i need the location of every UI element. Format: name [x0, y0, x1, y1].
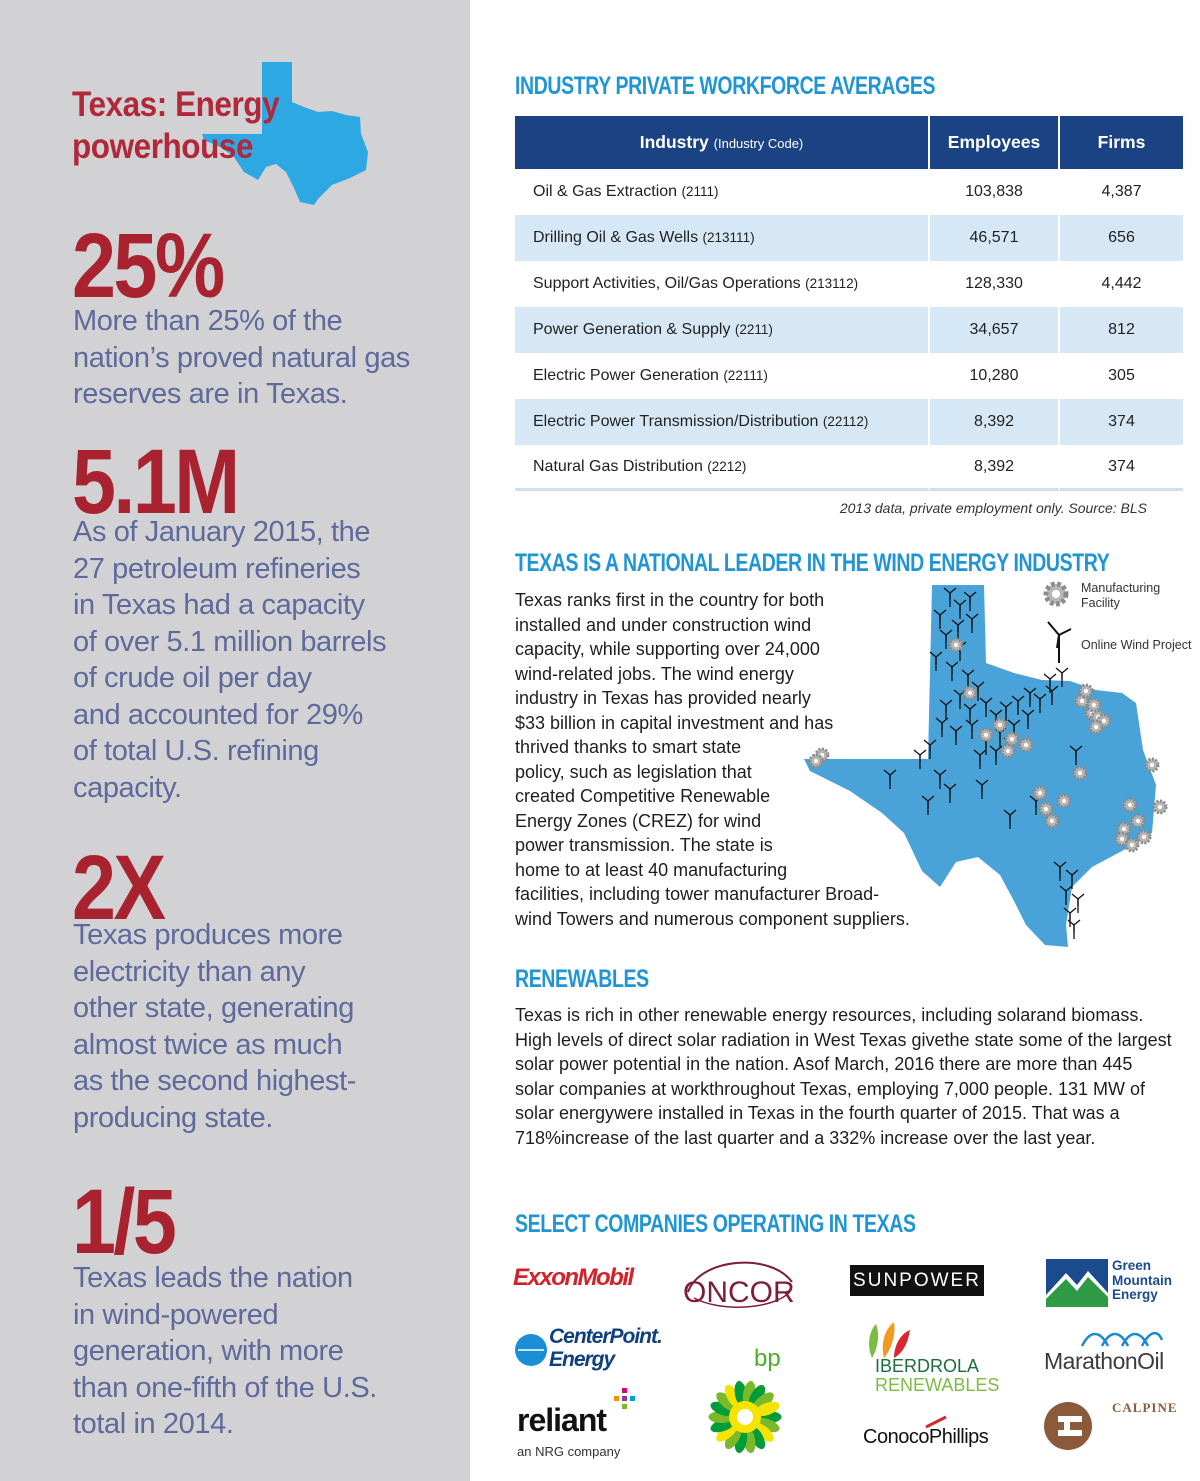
industry-name: Drilling Oil & Gas Wells — [533, 229, 699, 246]
stat-number: 25% — [72, 215, 223, 317]
stat-line: almost twice as much — [73, 1028, 343, 1061]
manufacturing-gear-marker — [1034, 787, 1046, 799]
manufacturing-gear-marker — [994, 719, 1006, 731]
legend-manufacturing-line-1: Manufacturing — [1081, 581, 1161, 595]
reliant-logo: reliant — [517, 1402, 607, 1438]
column-header-industry — [515, 116, 930, 169]
industry-name: Electric Power Transmission/Distribution — [533, 413, 819, 430]
iberdrola-leaves-icon — [864, 1320, 912, 1360]
stat-line: Texas leads the nation — [73, 1262, 353, 1294]
industry-code: (22112) — [822, 414, 869, 429]
manufacturing-gear-marker — [1088, 699, 1100, 711]
table-row — [515, 169, 1183, 215]
industry-code: (213112) — [805, 276, 859, 291]
industry-code: (2111) — [681, 184, 719, 199]
paragraph-line: Energy Zones (CREZ) for wind — [515, 810, 762, 831]
stat-number: 2X — [72, 837, 164, 939]
industry-cell — [515, 261, 930, 307]
stat-line: total in 2014. — [73, 1408, 234, 1440]
manufacturing-gear-marker — [1138, 831, 1150, 843]
manufacturing-gear-marker — [1046, 815, 1058, 827]
stat-line: reserves are in Texas. — [73, 378, 348, 410]
sunpower-logo: SUNPOWER — [850, 1265, 984, 1296]
industry-name: Oil & Gas Extraction — [533, 183, 678, 200]
centerpoint-line-2: Energy — [549, 1348, 615, 1371]
wind-turbine-icon — [1044, 617, 1074, 663]
paragraph-line: increase of the last quarter and a 332% increase over the last year. — [561, 1127, 1096, 1148]
wind-heading: TEXAS IS A NATIONAL LEADER IN THE WIND ENERGY INDUSTRY — [515, 549, 1110, 577]
employees-cell: 103,838 — [930, 169, 1060, 215]
paragraph-line: home to at least 40 manufacturing — [515, 859, 788, 880]
legend-manufacturing — [1081, 581, 1160, 611]
iberdrola-line-2: RENEWABLES — [875, 1375, 1000, 1395]
oncor-logo: ONCOR — [683, 1276, 795, 1309]
industry-code: (2212) — [707, 458, 747, 474]
renewables-heading: RENEWABLES — [515, 965, 649, 993]
iberdrola-logo — [875, 1357, 999, 1395]
table-row — [515, 307, 1183, 353]
paragraph-line: wind Towers and numerous component suppliers. — [515, 908, 910, 929]
firms-cell: 4,442 — [1101, 275, 1142, 292]
industry-name: Electric Power Generation — [533, 367, 719, 384]
stat-number: 5.1M — [72, 431, 238, 533]
stat-line: capacity. — [73, 771, 182, 804]
employees-cell: 8,392 — [930, 399, 1060, 445]
industry-name: Natural Gas Distribution — [533, 457, 703, 475]
stat-line: As of January 2015, the — [73, 516, 371, 548]
firms-cell: 374 — [1060, 399, 1183, 445]
stat-line: 27 petroleum refineries — [73, 552, 361, 585]
stat-description — [73, 1260, 413, 1443]
paragraph-line: facilities, including tower manufacturer Broad- — [515, 884, 880, 904]
manufacturing-gear-marker — [1154, 801, 1166, 813]
green-mountain-logo — [1112, 1259, 1172, 1303]
employees-cell: 128,330 — [930, 261, 1060, 307]
stat-line: other state, generating — [73, 992, 354, 1024]
paragraph-line: the state some of the largest solar power potential in the nation. As — [515, 1029, 1172, 1074]
reliant-subtitle: an NRG company — [517, 1444, 621, 1459]
iberdrola-line-1: IBERDROLA — [875, 1356, 980, 1376]
manufacturing-gear-marker — [1124, 799, 1136, 811]
paragraph-line: Texas ranks first in the country for both — [515, 590, 825, 610]
stat-description — [73, 303, 413, 413]
industry-code: (2211) — [734, 322, 773, 337]
stat-line: of crude oil per day — [73, 662, 312, 694]
manufacturing-gear-marker — [1146, 759, 1158, 771]
industry-name: Power Generation & Supply — [533, 321, 731, 338]
calpine-icon — [1042, 1400, 1094, 1452]
marathon-oil-logo: MarathonOil — [1044, 1348, 1164, 1374]
sidebar-title-line-1: Texas: Energy — [72, 85, 280, 124]
column-industry-sublabel: (Industry Code) — [713, 136, 804, 151]
manufacturing-gear-marker — [1006, 733, 1018, 745]
manufacturing-gear-marker — [1074, 767, 1086, 779]
industry-cell — [515, 307, 930, 353]
table-header-row — [515, 116, 1183, 169]
stat-line: in wind-powered — [73, 1298, 279, 1331]
paragraph-line: industry in Texas has provided nearly — [515, 688, 811, 708]
renewables-paragraph — [515, 1003, 1175, 1150]
legend-wind-project: Online Wind Project — [1081, 638, 1192, 652]
manufacturing-gear-marker — [1040, 803, 1052, 815]
firms-cell: 305 — [1108, 367, 1135, 384]
conocophillips-logo: ConocoPhillips — [863, 1426, 989, 1448]
gear-icon — [1040, 578, 1072, 610]
manufacturing-gear-marker — [1002, 745, 1014, 757]
industry-cell — [515, 399, 930, 445]
manufacturing-gear-marker — [1116, 833, 1128, 845]
firms-cell: 812 — [1060, 307, 1183, 353]
manufacturing-gear-marker — [1090, 721, 1102, 733]
paragraph-line: throughout Texas, employing 7,000 people. 131 MW of solar energy — [515, 1078, 1146, 1123]
exxonmobil-logo: ExxonMobil — [513, 1264, 633, 1291]
table-row — [515, 215, 1183, 261]
stat-line: generation, with more — [73, 1335, 344, 1367]
column-industry-label: Industry — [639, 132, 709, 152]
manufacturing-gear-marker — [1020, 739, 1032, 751]
green-mountain-icon — [1046, 1259, 1108, 1307]
industry-cell — [515, 353, 930, 399]
stat-description — [73, 917, 413, 1136]
table-row — [515, 261, 1183, 307]
wind-paragraph — [515, 588, 995, 931]
table-row — [515, 445, 1183, 491]
workforce-heading: INDUSTRY PRIVATE WORKFORCE AVERAGES — [515, 72, 936, 100]
sidebar — [0, 0, 470, 1481]
sidebar-title — [72, 84, 360, 168]
industry-name: Support Activities, Oil/Gas Operations — [533, 275, 801, 292]
stat-line: producing state. — [73, 1101, 273, 1134]
centerpoint-line-1: CenterPoint. — [549, 1325, 662, 1348]
green-mountain-line-1: Green — [1112, 1258, 1152, 1273]
paragraph-line: were installed in Texas in the fourth quarter of 2015. That was a 718% — [515, 1103, 1120, 1148]
stat-line: of over 5.1 million barrels — [73, 625, 387, 658]
workforce-table — [515, 116, 1183, 491]
stat-line: of total U.S. refining — [73, 735, 319, 767]
table-row — [515, 353, 1183, 399]
paragraph-line: power transmission. The state is — [515, 835, 773, 855]
firms-cell: 374 — [1060, 445, 1183, 491]
green-mountain-line-3: Energy — [1112, 1287, 1158, 1302]
column-header-employees: Employees — [930, 116, 1060, 169]
column-header-firms: Firms — [1060, 116, 1183, 169]
paragraph-line: Texas is rich in other renewable energy resources, including solar — [515, 1005, 1037, 1025]
paragraph-line: created Competitive Renewable — [515, 786, 771, 806]
stat-line: Texas produces more — [73, 919, 343, 951]
employees-cell: 46,571 — [930, 215, 1060, 261]
firms-cell: 656 — [1060, 215, 1183, 261]
stat-line: than one-fifth of the U.S. — [73, 1371, 377, 1404]
marathon-waves-icon — [1080, 1328, 1164, 1348]
table-source-note: 2013 data, private employment only. Source: BLS — [839, 500, 1147, 516]
manufacturing-gear-marker — [1132, 815, 1144, 827]
employees-cell: 34,657 — [930, 307, 1060, 353]
bp-helios-icon — [700, 1372, 790, 1462]
industry-cell — [515, 445, 930, 491]
paragraph-line: installed and under construction wind — [515, 614, 812, 635]
paragraph-line: $33 billion in capital investment and has — [515, 712, 834, 733]
paragraph-line: wind-related jobs. The wind energy — [515, 663, 794, 684]
stat-line: nation’s proved natural gas — [73, 341, 410, 374]
centerpoint-logo — [549, 1325, 662, 1371]
stat-line: in Texas had a capacity — [73, 589, 365, 621]
paragraph-line: and biomass. High levels of direct solar radiation in West Texas give — [515, 1005, 1144, 1050]
bp-logo-text: bp — [754, 1345, 781, 1372]
stat-line: and accounted for 29% — [73, 698, 363, 731]
table-row — [515, 399, 1183, 445]
firms-cell: 4,387 — [1101, 183, 1142, 200]
calpine-logo: CALPINE — [1112, 1400, 1178, 1415]
companies-heading: SELECT COMPANIES OPERATING IN TEXAS — [515, 1210, 916, 1238]
stat-line: More than 25% of the — [73, 305, 343, 337]
stat-description — [73, 514, 413, 806]
industry-cell — [515, 169, 930, 215]
industry-code: (22111) — [723, 368, 768, 383]
green-mountain-line-2: Mountain — [1112, 1272, 1172, 1288]
reliant-sparkle-icon — [614, 1388, 636, 1418]
stat-line: as the second highest- — [73, 1065, 356, 1097]
manufacturing-gear-marker — [1126, 839, 1138, 851]
centerpoint-icon — [514, 1333, 548, 1367]
employees-cell: 10,280 — [930, 353, 1060, 399]
manufacturing-gear-marker — [1080, 685, 1092, 697]
stat-line: electricity than any — [73, 955, 306, 988]
paragraph-line: thrived thanks to smart state — [515, 737, 742, 757]
sidebar-title-line-2: powerhouse — [72, 127, 254, 166]
industry-cell — [515, 215, 930, 261]
paragraph-line: capacity, while supporting over 24,000 — [515, 639, 820, 659]
industry-code: (213111) — [702, 230, 755, 245]
paragraph-line: policy, such as legislation that — [515, 761, 752, 782]
manufacturing-gear-marker — [1058, 795, 1070, 807]
table-body — [515, 169, 1183, 491]
employees-cell: 8,392 — [930, 445, 1060, 491]
paragraph-line: of March, 2016 there are more than 445 solar companies at work — [515, 1054, 1133, 1099]
legend-manufacturing-line-2: Facility — [1081, 596, 1120, 610]
stat-number: 1/5 — [72, 1171, 175, 1273]
